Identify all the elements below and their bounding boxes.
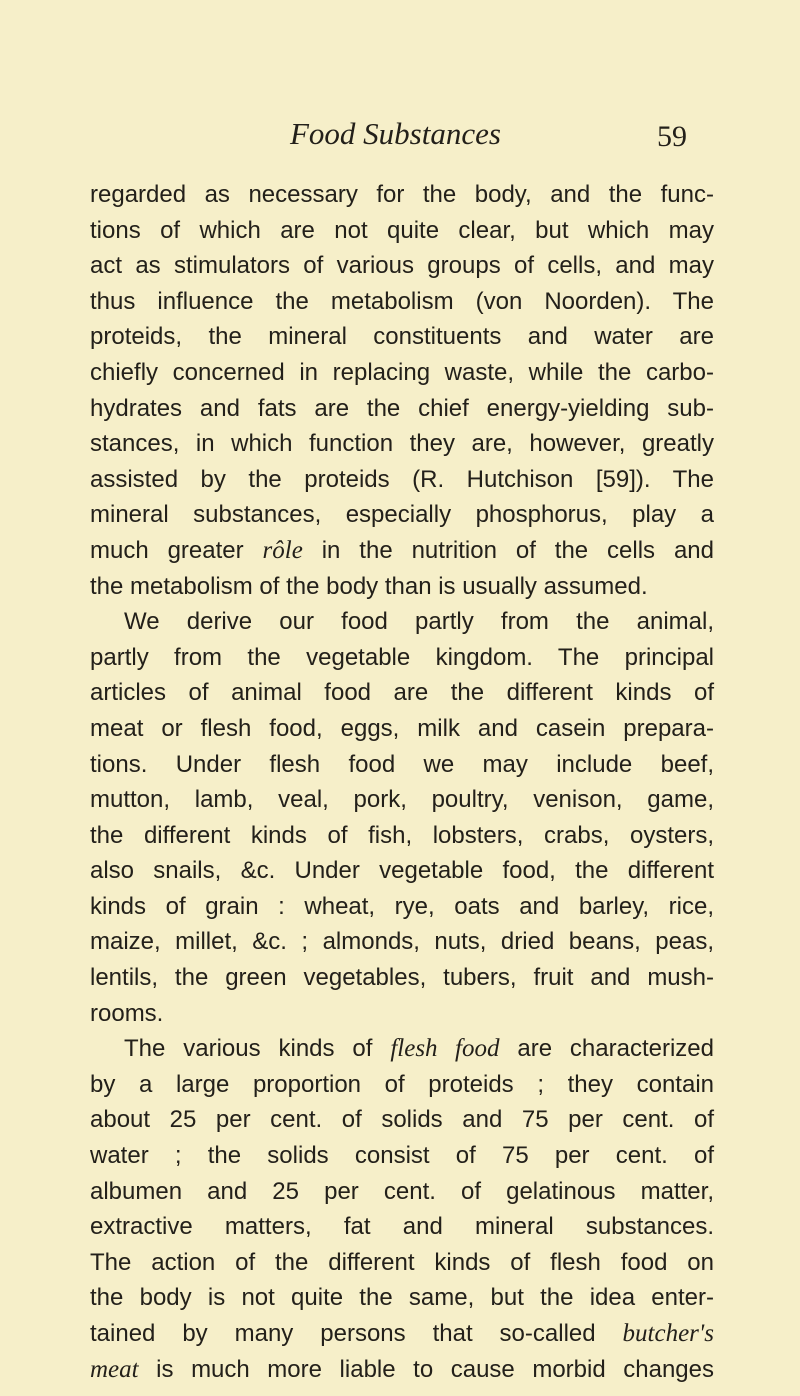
text-line: assisted by the proteids (R. Hutchison [59]). The xyxy=(90,465,714,493)
text-line: meat or flesh food, eggs, milk and casein prepara- xyxy=(90,714,714,742)
text-line: tions of which are not quite clear, but which may xyxy=(90,216,714,244)
emphasis-text: butcher's xyxy=(622,1320,714,1347)
text-line xyxy=(90,497,714,533)
text-line: mutton, lamb, veal, pork, poultry, venison, game, xyxy=(90,786,714,814)
text-line: the metabolism of the body than is usually assumed. xyxy=(90,572,648,600)
text-line: kinds of grain : wheat, rye, oats and barley, rice, xyxy=(90,892,714,920)
text-line: chiefly concerned in replacing waste, while the carbo- xyxy=(90,358,714,386)
line-text: The various kinds of xyxy=(124,1035,391,1063)
text-line: the different kinds of fish, lobsters, crabs, oysters, xyxy=(90,821,714,849)
text-line: thus influence the metabolism (von Noorden). The xyxy=(90,287,714,315)
text-line xyxy=(90,1316,714,1352)
text-line xyxy=(90,1352,714,1388)
running-head xyxy=(0,116,800,156)
text-line: also snails, &c. Under vegetable food, the different xyxy=(90,857,714,885)
text-line: act as stimulators of various groups of cells, and may xyxy=(90,252,714,280)
text-line: stances, in which function they are, however, greatly xyxy=(90,430,714,458)
paragraph-start-line: We derive our food partly from the animal, xyxy=(124,608,714,636)
running-head-title: Food Substances xyxy=(290,116,501,151)
line-text: mineral substances, especially phosphorus, play a xyxy=(90,501,714,529)
page-number: 59 xyxy=(657,120,687,153)
text-line: The action of the different kinds of flesh food on xyxy=(90,1248,714,1276)
text-line: proteids, the mineral constituents and water are xyxy=(90,323,714,351)
body-text xyxy=(90,177,714,1387)
line-text: in the nutrition of the cells and xyxy=(302,536,714,564)
text-line: hydrates and fats are the chief energy-yielding sub- xyxy=(90,394,714,422)
text-line: water ; the solids consist of 75 per cent. of xyxy=(90,1142,714,1170)
line-text: is much more liable to cause morbid changes xyxy=(138,1355,714,1383)
text-line: rooms. xyxy=(90,999,164,1027)
text-line: articles of animal food are the different kinds of xyxy=(90,679,714,707)
emphasis-text: rôle xyxy=(262,536,303,564)
text-line: regarded as necessary for the body, and the func- xyxy=(90,181,714,208)
text-line: by a large proportion of proteids ; they contain xyxy=(90,1070,714,1098)
paragraph-start-line xyxy=(90,1031,714,1067)
emphasis-text: meat xyxy=(90,1355,139,1383)
line-text: are characterized xyxy=(499,1035,715,1063)
text-line: maize, millet, &c. ; almonds, nuts, dried beans, peas, xyxy=(90,928,714,956)
text-line: lentils, the green vegetables, tubers, fruit and mush- xyxy=(90,964,714,992)
text-line: about 25 per cent. of solids and 75 per cent. of xyxy=(90,1106,714,1134)
text-line: albumen and 25 per cent. of gelatinous matter, xyxy=(90,1177,714,1205)
line-text: much greater xyxy=(90,536,263,564)
text-line: extractive matters, fat and mineral substances. xyxy=(90,1213,714,1241)
text-line xyxy=(90,533,714,569)
text-line: the body is not quite the same, but the idea enter- xyxy=(90,1284,714,1312)
text-line: partly from the vegetable kingdom. The principal xyxy=(90,643,714,671)
text-line: tions. Under flesh food we may include beef, xyxy=(90,750,714,778)
line-text: tained by many persons that so-called xyxy=(90,1320,623,1347)
emphasis-text: flesh food xyxy=(390,1035,500,1063)
